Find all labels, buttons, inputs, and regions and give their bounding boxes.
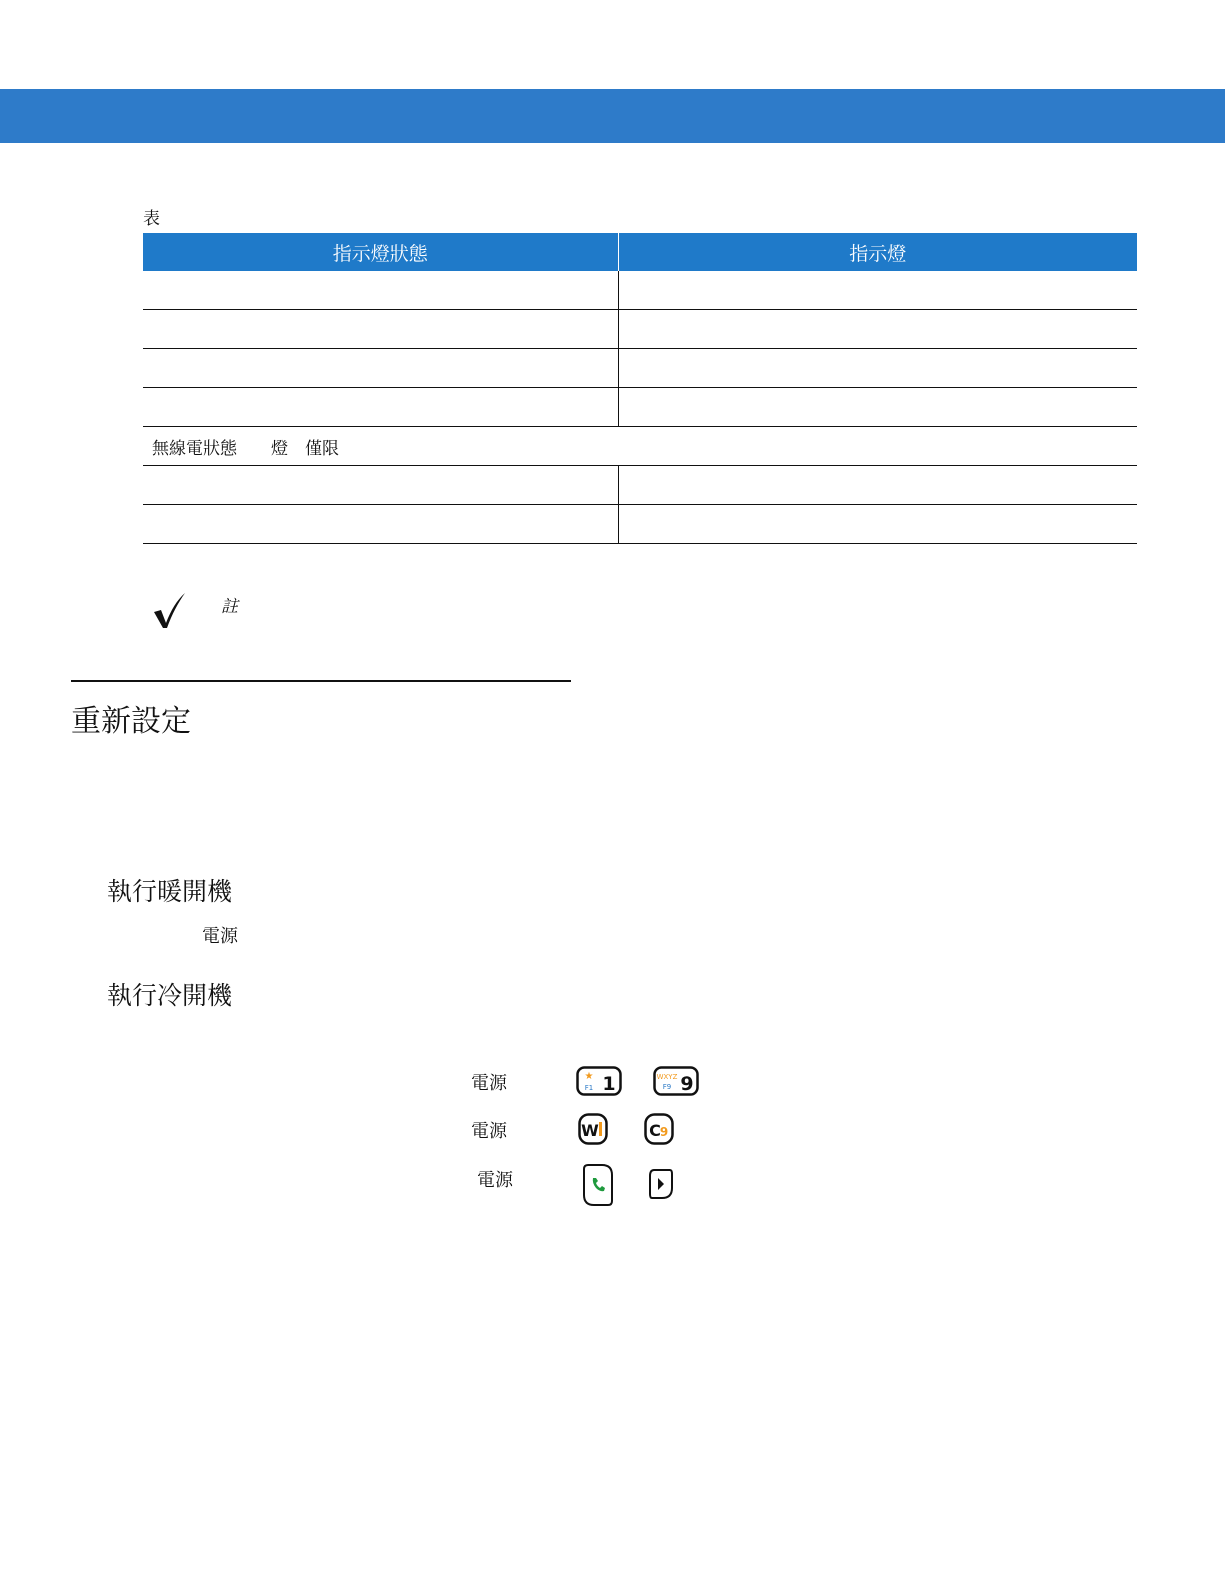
subsection-title-warm-boot: 執行暖開機: [107, 877, 233, 906]
w-key-icon: [578, 1113, 608, 1145]
svg-text:WXYZ: WXYZ: [656, 1073, 678, 1081]
table-row: [143, 349, 1137, 388]
svg-text:9: 9: [680, 1073, 694, 1095]
table-row: [143, 505, 1137, 544]
table-row: [143, 388, 1137, 427]
power-key-label: 電源: [471, 1121, 507, 1142]
svg-text:9: 9: [659, 1125, 669, 1139]
table-cell: [618, 310, 1137, 349]
table-row: [143, 466, 1137, 505]
table-cell: [143, 388, 618, 427]
table-cell: [143, 349, 618, 388]
column-header-led: 指示燈: [618, 233, 1137, 271]
table-caption: 表: [143, 209, 160, 229]
section-divider: [71, 680, 571, 682]
table-cell: [618, 505, 1137, 544]
column-header-led-state: 指示燈狀態: [143, 233, 618, 271]
svg-text:F1: F1: [584, 1084, 594, 1092]
f1-1-key-icon: [576, 1066, 622, 1096]
checkmark-icon: [151, 590, 187, 630]
radio-status-section-label: 無線電狀態 燈 僅限: [143, 427, 1137, 466]
table-cell: [618, 388, 1137, 427]
power-key-label: 電源: [477, 1170, 513, 1191]
power-key-label: 電源: [202, 926, 238, 947]
table-cell: [618, 466, 1137, 505]
table-section-row: [143, 427, 1137, 466]
table-cell: [143, 466, 618, 505]
led-status-table: [143, 233, 1137, 544]
svg-text:F9: F9: [662, 1083, 672, 1091]
table-cell: [618, 349, 1137, 388]
right-arrow-key-icon: [648, 1168, 674, 1200]
f9-9-key-icon: [653, 1066, 699, 1096]
svg-text:W: W: [581, 1121, 599, 1140]
table-header-row: [143, 233, 1137, 271]
table-cell: [143, 271, 618, 310]
section-title-reset: 重新設定: [71, 704, 191, 739]
send-key-icon: [582, 1163, 614, 1207]
svg-text:C: C: [649, 1121, 661, 1140]
svg-text:★: ★: [584, 1071, 594, 1082]
table-cell: [143, 505, 618, 544]
svg-text:1: 1: [602, 1073, 616, 1095]
table-row: [143, 310, 1137, 349]
table-row: [143, 271, 1137, 310]
c9-key-icon: [644, 1113, 674, 1145]
table-cell: [143, 310, 618, 349]
note-label: 註: [221, 597, 238, 617]
header-bar: [0, 89, 1225, 143]
power-key-label: 電源: [471, 1073, 507, 1094]
subsection-title-cold-boot: 執行冷開機: [107, 981, 233, 1010]
table-cell: [618, 271, 1137, 310]
